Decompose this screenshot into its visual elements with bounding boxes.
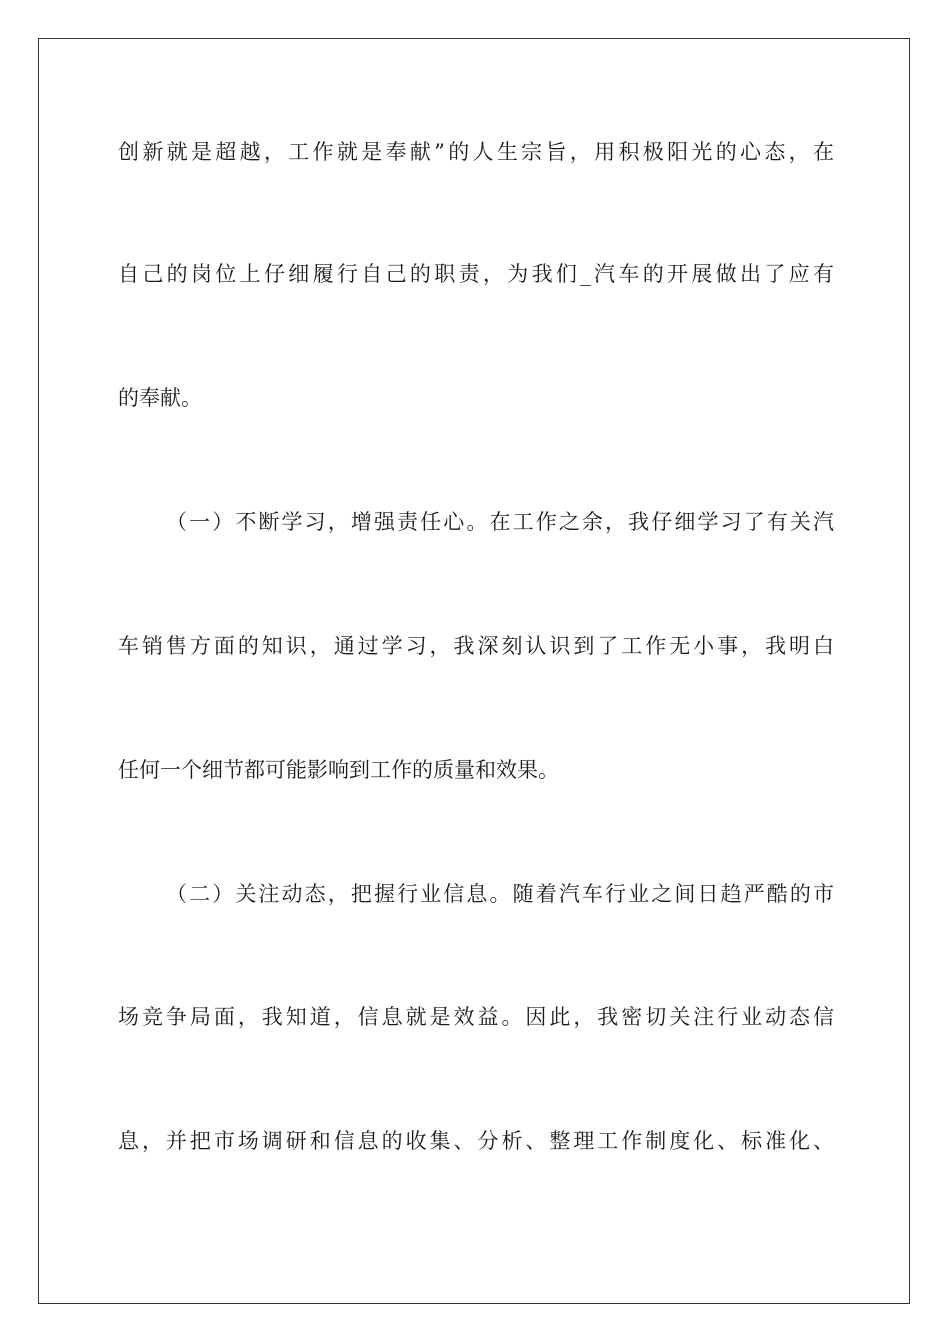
page-frame (38, 38, 910, 1304)
text-line-9: 息，并把市场调研和信息的收集、分析、整理工作制度化、标准化、 (118, 1129, 834, 1153)
text-line-5: 车销售方面的知识，通过学习，我深刻认识到了工作无小事，我明白 (118, 634, 834, 658)
text-line-1: 创新就是超越，工作就是奉献”的人生宗旨，用积极阳光的心态，在 (118, 140, 834, 164)
text-line-3: 的奉献。 (118, 386, 202, 410)
text-line-6: 任何一个细节都可能影响到工作的质量和效果。 (118, 758, 559, 782)
section-1-heading-line: （一）不断学习，增强责任心。在工作之余，我仔细学习了有关汽 (166, 510, 834, 534)
section-2-heading-line: （二）关注动态，把握行业信息。随着汽车行业之间日趋严酷的市 (166, 882, 834, 906)
text-line-8: 场竞争局面，我知道，信息就是效益。因此，我密切关注行业动态信 (118, 1005, 834, 1029)
text-line-2: 自己的岗位上仔细履行自己的职责，为我们_汽车的开展做出了应有 (118, 262, 834, 286)
